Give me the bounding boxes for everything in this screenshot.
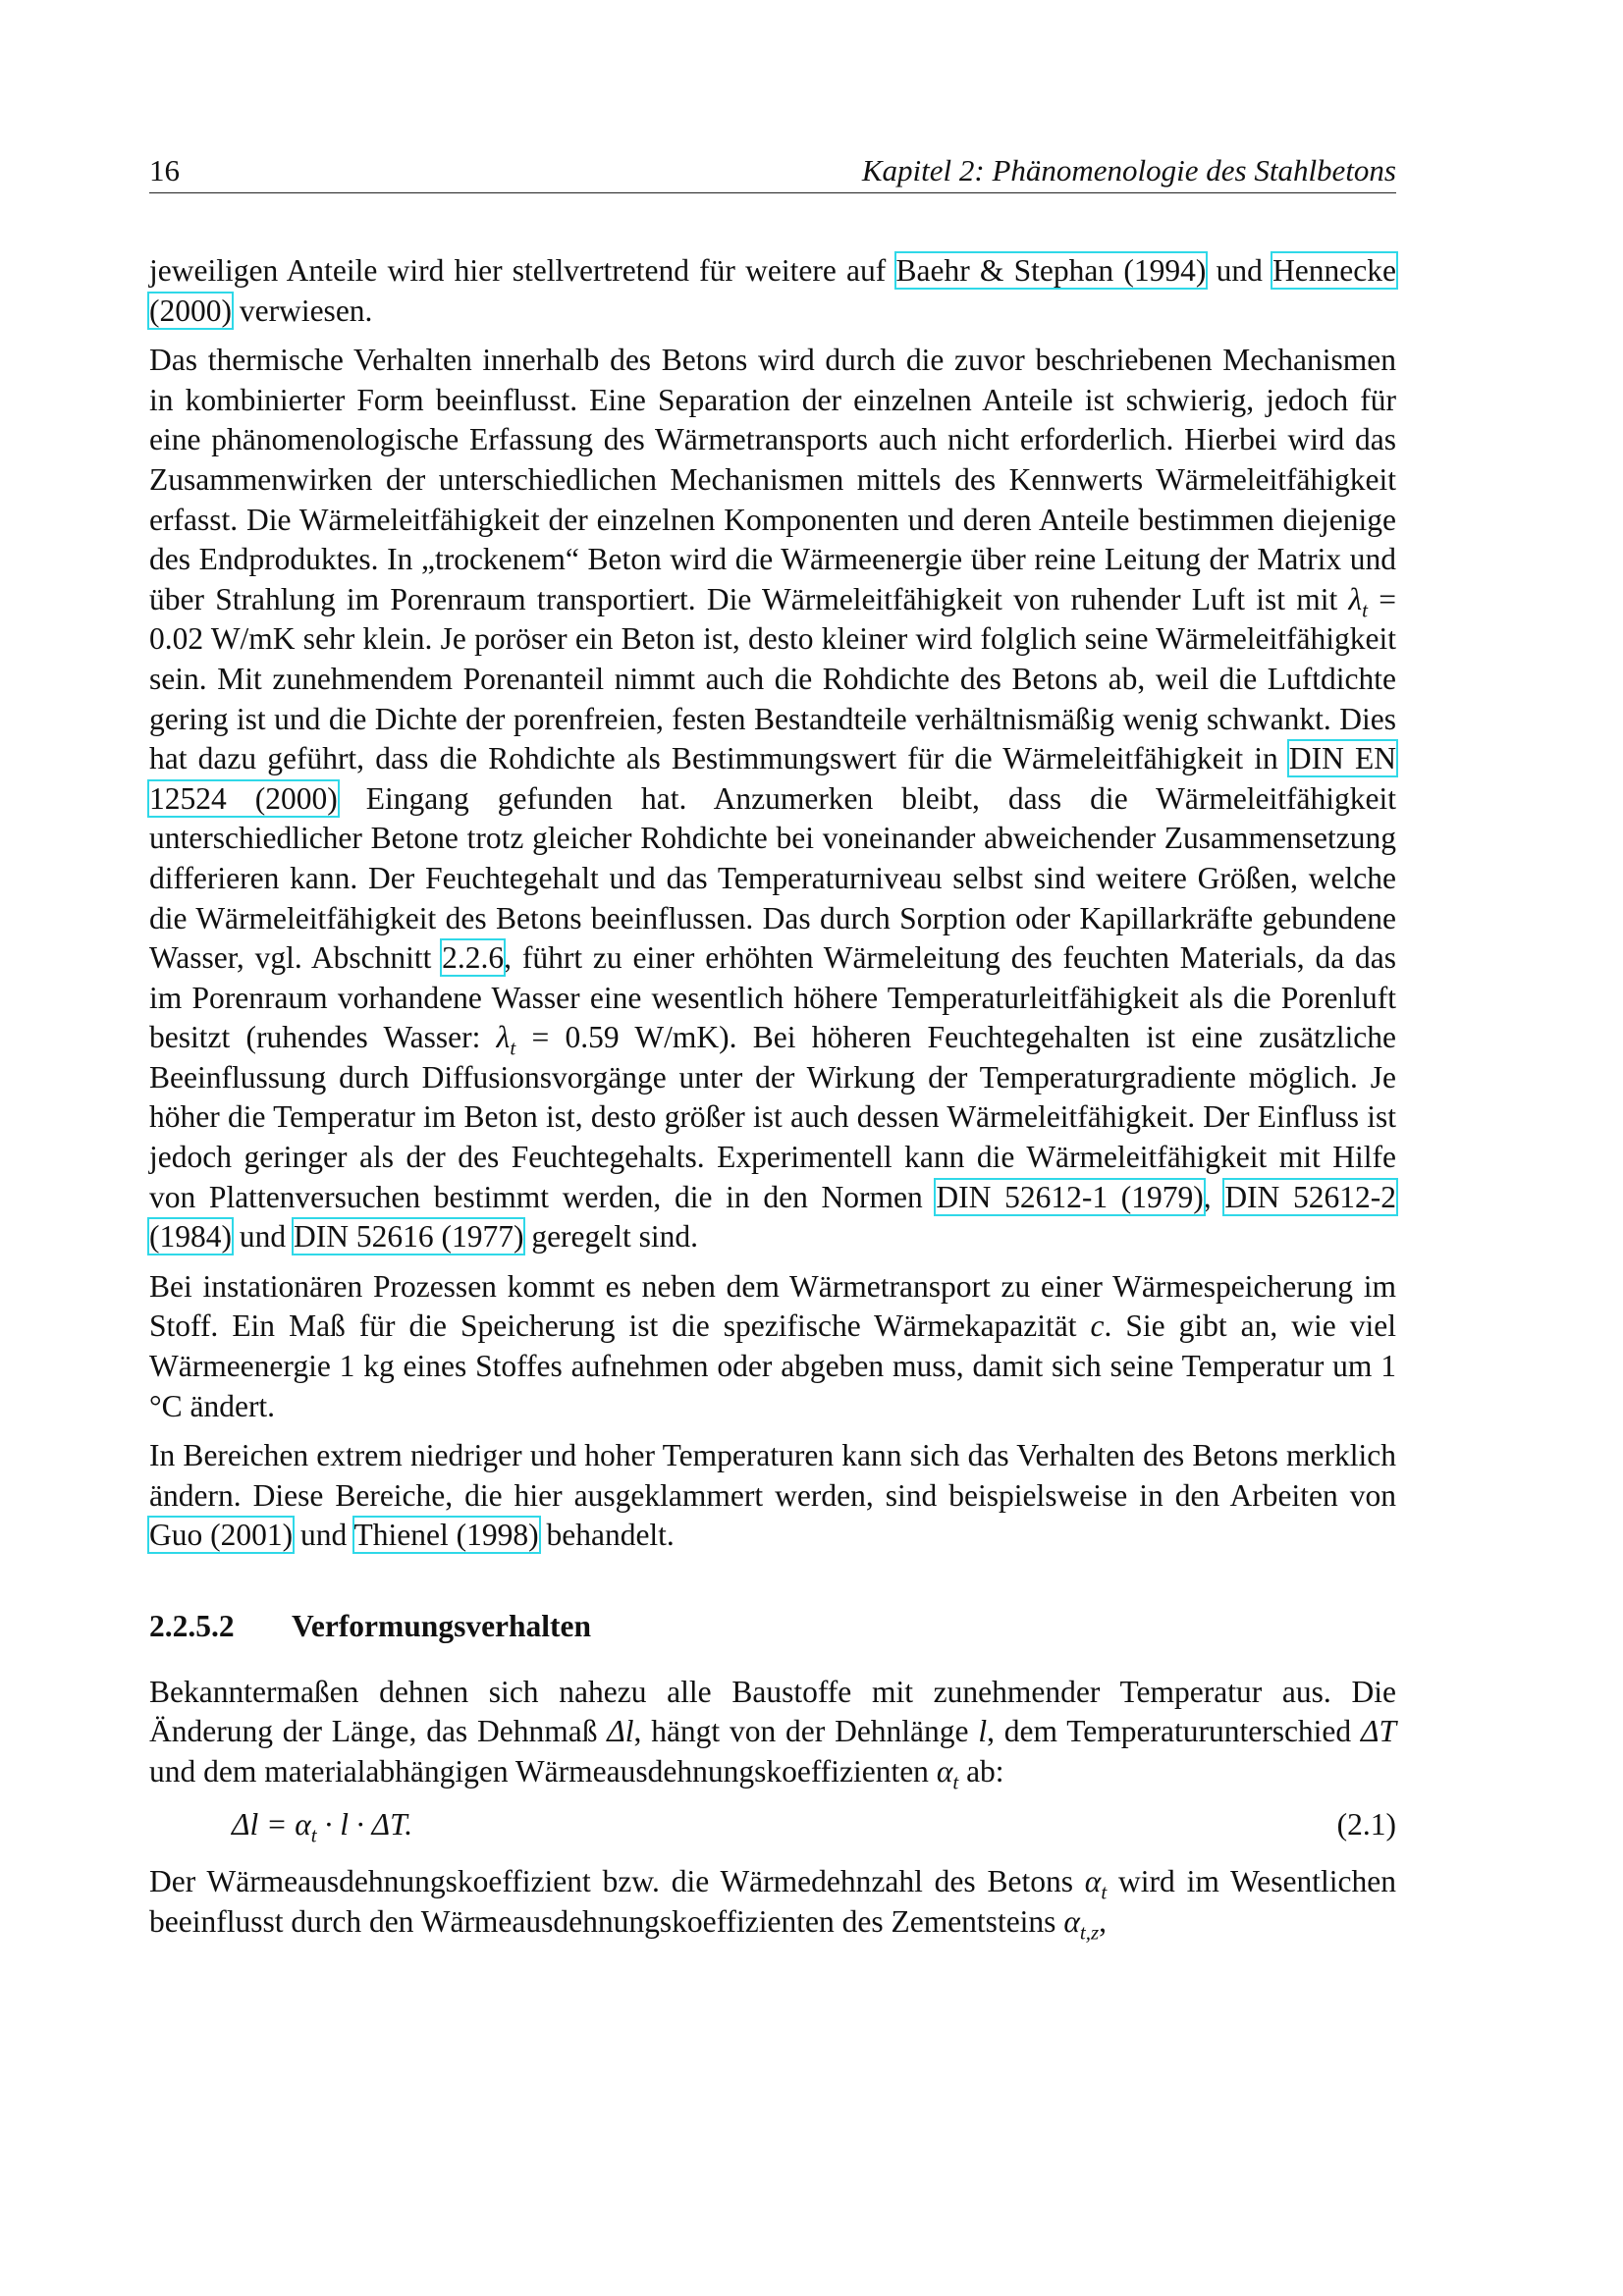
paragraph-6: Der Wärmeausdehnungskoeffizient bzw. die Wärmedehnzahl des Betons $\alpha_t$ wird im Wesentlichen beeinflusst durch den Wärmeausdehnungskoeffizienten des Zementsteins $\alpha_{t,z}$, (149, 1864, 1396, 1945)
math-c: c (1090, 1308, 1105, 1344)
running-title: Kapitel 2: Phänomenologie des Stahlbetons (861, 153, 1396, 187)
citation-hennecke-2000[interactable]: Hennecke (2000) (149, 253, 1396, 328)
math-l: l (978, 1714, 988, 1749)
equation-2-1 (149, 1803, 1396, 1848)
citation-baehr-stephan-1994[interactable]: Baehr & Stephan (1994) (895, 253, 1207, 288)
section-link-2-2-6[interactable]: 2.2.6 (442, 940, 505, 976)
section-heading (149, 1607, 1396, 1647)
equation-expression: $\Delta l = \alpha_t \cdot l \cdot \Delta T$. (232, 1807, 413, 1847)
section-title: Verformungsverhalten (292, 1609, 592, 1643)
section-number: 2.2.5.2 (149, 1609, 235, 1643)
citation-din-52616[interactable]: DIN 52616 (1977) (293, 1219, 524, 1255)
paragraph-4: In Bereichen extrem niedriger und hoher Temperaturen kann sich das Verhalten des Betons merklich ändern. Diese Bereiche, die hier ausgeklammert werden, sind beispielsweise in den Arbeiten von Guo (2001) und Thienel (1998) behandelt. (149, 1438, 1396, 1553)
math-lambda: $\lambda_t$ (496, 1020, 516, 1060)
paragraph-1: jeweiligen Anteile wird hier stellvertretend für weitere auf Baehr & Stephan (1994) und Hennecke (2000) verwiesen. (149, 253, 1396, 328)
paragraph-3: Bei instationären Prozessen kommt es neben dem Wärmetransport zu einer Wärmespeicherung im Stoff. Ein Maß für die Speicherung ist die spezifische Wärmekapazität c. Sie gibt an, wie viel Wärmeenergie 1 kg eines Stoffes aufnehmen oder abgeben muss, damit sich seine Temperatur um 1 °C ändert. (149, 1268, 1396, 1423)
page-body (149, 251, 1396, 1952)
citation-guo-2001[interactable]: Guo (2001) (149, 1518, 294, 1553)
math-lambda: $\lambda_t$ (1348, 581, 1368, 622)
citation-din-en-12524[interactable]: DIN EN 12524 (2000) (149, 741, 1396, 816)
math-delta-t: ΔT (1360, 1714, 1396, 1749)
citation-thienel-1998[interactable]: Thienel (1998) (353, 1518, 539, 1553)
math-alpha-t: $\alpha_t$ (936, 1753, 959, 1794)
math-alpha-t: $\alpha_t$ (1084, 1864, 1108, 1904)
page-header (149, 153, 1396, 193)
citation-din-52612-1[interactable]: DIN 52612-1 (1979) (936, 1179, 1204, 1214)
page-number: 16 (149, 153, 180, 187)
math-delta-l: Δl (607, 1714, 634, 1749)
equation-number: (2.1) (1336, 1807, 1396, 1842)
paragraph-2: Das thermische Verhalten innerhalb des Betons wird durch die zuvor beschriebenen Mechanismen in kombinierter Form beeinflusst. Eine Separation der einzelnen Anteile ist schwierig, jedoch für eine phänomenologische Erfassung des Wärmetransports auch nicht erforderlich. Hierbei wird das Zusammenwirken der unterschiedlichen Mechanismen mittels des Kennwerts Wärmeleitfähigkeit erfasst. Die Wärmeleitfähigkeit der einzelnen Komponenten und deren Anteile bestimmen diejenige des Endproduktes. In „trockenem“ Beton wird die Wärmeenergie über reine Leitung der Matrix und über Strahlung im Porenraum transportiert. Die Wärmeleitfähigkeit von ruhender Luft ist mit $\lambda_t = 0.02$ W/mK sehr klein. Je poröser ein Beton ist, desto kleiner wird folglich seine Wärmeleitfähigkeit sein. Mit zunehmendem Porenanteil nimmt auch die Rohdichte des Betons ab, weil die Luftdichte gering ist und die Dichte der porenfreien, festen Bestandteile verhältnismäßig wenig schwankt. Dies hat dazu geführt, dass die Rohdichte als Bestimmungswert für die Wärmeleitfähigkeit in DIN EN 12524 (2000) Eingang gefunden hat. Anzumerken bleibt, dass die Wärmeleitfähigkeit unterschiedlicher Betone trotz gleicher Rohdichte bei voneinander abweichender Zusammensetzung differieren kann. Der Feuchtegehalt und das Temperaturniveau selbst sind weitere Größen, welche die Wärmeleitfähigkeit des Betons beeinflussen. Das durch Sorption oder Kapillarkräfte gebundene Wasser, vgl. Abschnitt 2.2.6, führt zu einer erhöhten Wärmeleitung des feuchten Materials, da das im Porenraum vorhandene Wasser eine wesentlich höhere Temperaturleitfähigkeit als die Porenluft besitzt (ruhendes Wasser: $\lambda_t = 0.59$ W/mK). Bei höheren Feuchtegehalten ist eine zusätzliche Beeinflussung durch Diffusionsvorgänge unter der Wirkung der Temperaturgradiente möglich. Je höher die Temperatur im Beton ist, desto größer ist auch dessen Wärmeleitfähigkeit. Der Einfluss ist jedoch geringer als der des Feuchtegehalts. Experimentell kann die Wärmeleitfähigkeit mit Hilfe von Plattenversuchen bestimmt werden, die in den Normen DIN 52612-1 (1979), DIN 52612-2 (1984) und DIN 52616 (1977) geregelt sind. (149, 343, 1396, 1255)
paragraph-5: Bekanntermaßen dehnen sich nahezu alle Baustoffe mit zunehmender Temperatur aus. Die Änderung der Länge, das Dehnmaß Δl, hängt von der Dehnlänge l, dem Temperaturunterschied ΔT und dem materialabhängigen Wärmeausdehnungskoeffizienten $\alpha_t$ ab: (149, 1674, 1396, 1794)
math-alpha-tz: $\alpha_{t,z}$ (1063, 1903, 1100, 1945)
citation-din-52612-2[interactable]: DIN 52612-2 (1984) (149, 1179, 1396, 1255)
